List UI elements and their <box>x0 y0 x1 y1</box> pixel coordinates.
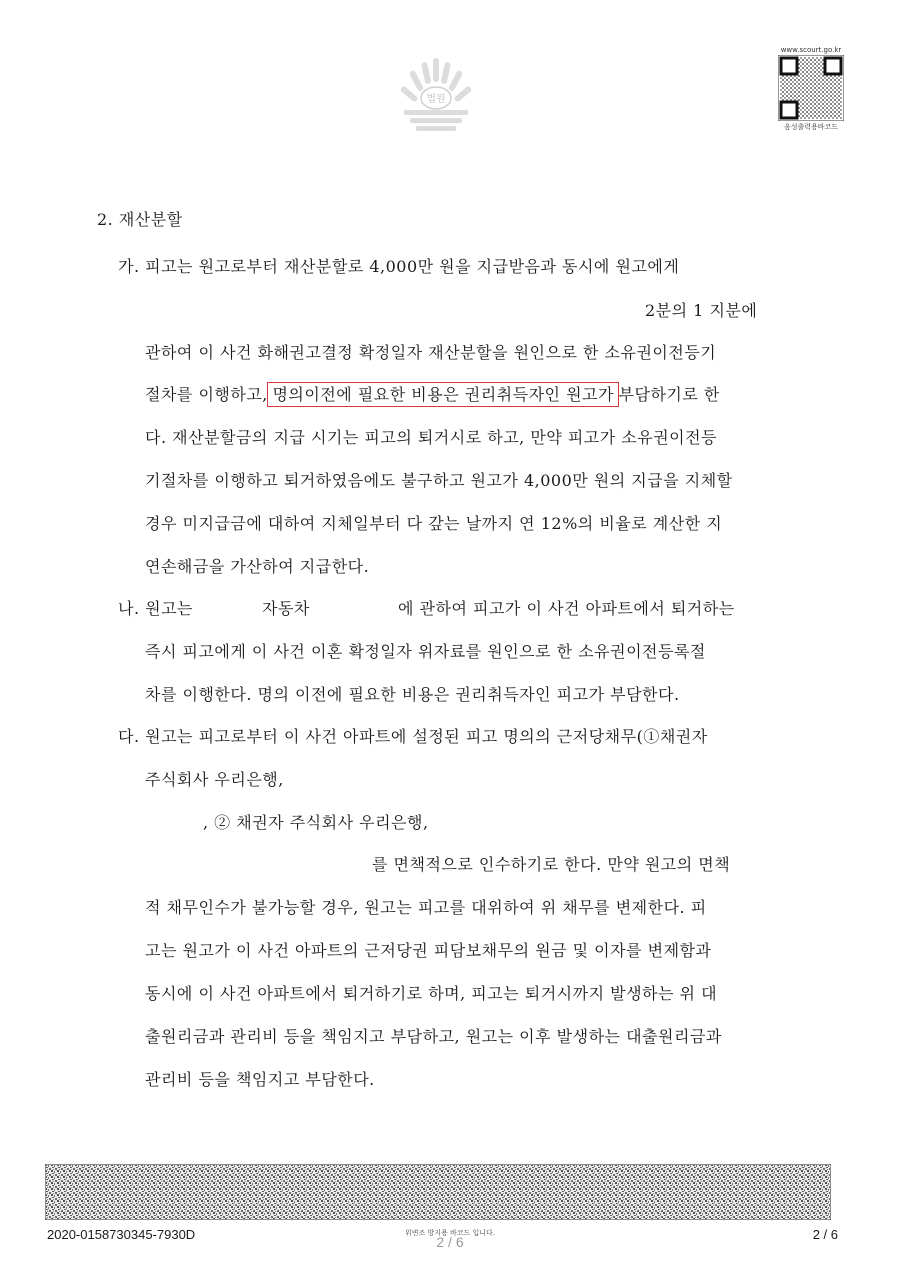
paragraph-da-line-8: 출원리금과 관리비 등을 책임지고 부담하고, 원고는 이후 발생하는 대출원리금과 <box>145 1027 722 1046</box>
paragraph-ga-line-6: 기절차를 이행하고 퇴거하였음에도 불구하고 원고가 4,000만 원의 지급을 지체할 <box>145 471 733 490</box>
paragraph-na-line-1a: 나. 원고는 <box>118 599 193 618</box>
highlight-box: 명의이전에 필요한 비용은 권리취득자인 원고가 <box>267 382 618 407</box>
paragraph-ga-line-4 <box>145 384 720 406</box>
paragraph-ga-line-2: 2분의 1 지분에 <box>645 301 758 320</box>
page-number-ghost: 2 / 6 <box>436 1234 464 1250</box>
paragraph-da-line-5: 적 채무인수가 불가능할 경우, 원고는 피고를 대위하여 위 채무를 변제한다. 피 <box>145 898 707 917</box>
anti-forgery-barcode-icon <box>45 1164 831 1220</box>
qr-url-text: www.scourt.go.kr <box>780 46 842 54</box>
paragraph-da-line-1: 다. 원고는 피고로부터 이 사건 아파트에 설정된 피고 명의의 근저당채무(①채권자 <box>118 727 708 746</box>
barcode-notice: 위변조 방지용 바코드 입니다. <box>404 1229 496 1237</box>
paragraph-ga-line-5: 다. 재산분할금의 지급 시기는 피고의 퇴거시로 하고, 만약 피고가 소유권이전등 <box>145 428 718 447</box>
paragraph-da-line-4: 를 면책적으로 인수하기로 한다. 만약 원고의 면책 <box>372 855 731 874</box>
paragraph-ga-line-4-post: 부담하기로 한 <box>618 385 720 404</box>
document-id: 2020-0158730345-7930D <box>47 1227 196 1242</box>
page-number: 2 / 6 <box>812 1227 838 1242</box>
qr-caption: 음성출력용바코드 <box>783 123 839 131</box>
paragraph-ga-line-3: 관하여 이 사건 화해권고결정 확정일자 재산분할을 원인으로 한 소유권이전등기 <box>145 343 717 362</box>
paragraph-na-line-2: 즉시 피고에게 이 사건 이혼 확정일자 위자료를 원인으로 한 소유권이전등록절 <box>145 642 706 661</box>
paragraph-ga-line-8: 연손해금을 가산하여 지급한다. <box>145 557 370 576</box>
paragraph-na-line-1b: 자동차 <box>262 599 310 618</box>
qr-code-icon <box>778 55 844 121</box>
paragraph-ga-line-7: 경우 미지급금에 대하여 지체일부터 다 갚는 날까지 연 12%의 비율로 계산한 지 <box>145 514 723 533</box>
paragraph-da-line-2: 주식회사 우리은행, <box>145 770 284 789</box>
paragraph-na-line-1c: 에 관하여 피고가 이 사건 아파트에서 퇴거하는 <box>398 599 735 618</box>
section-title: 2. 재산분할 <box>97 210 183 229</box>
paragraph-ga-line-4-pre: 절차를 이행하고, <box>145 385 268 404</box>
court-seal-label: 법원 <box>426 94 446 105</box>
paragraph-da-line-7: 동시에 이 사건 아파트에서 퇴거하기로 하며, 피고는 퇴거시까지 발생하는 위 대 <box>145 984 718 1003</box>
paragraph-da-line-3: , ② 채권자 주식회사 우리은행, <box>203 813 429 832</box>
paragraph-na-line-3: 차를 이행한다. 명의 이전에 필요한 비용은 권리취득자인 피고가 부담한다. <box>145 685 680 704</box>
paragraph-ga-line-1: 가. 피고는 원고로부터 재산분할로 4,000만 원을 지급받음과 동시에 원고에게 <box>118 257 680 276</box>
paragraph-da-line-6: 고는 원고가 이 사건 아파트의 근저당권 피담보채무의 원금 및 이자를 변제함과 <box>145 941 712 960</box>
paragraph-da-line-9: 관리비 등을 책임지고 부담한다. <box>145 1070 375 1089</box>
